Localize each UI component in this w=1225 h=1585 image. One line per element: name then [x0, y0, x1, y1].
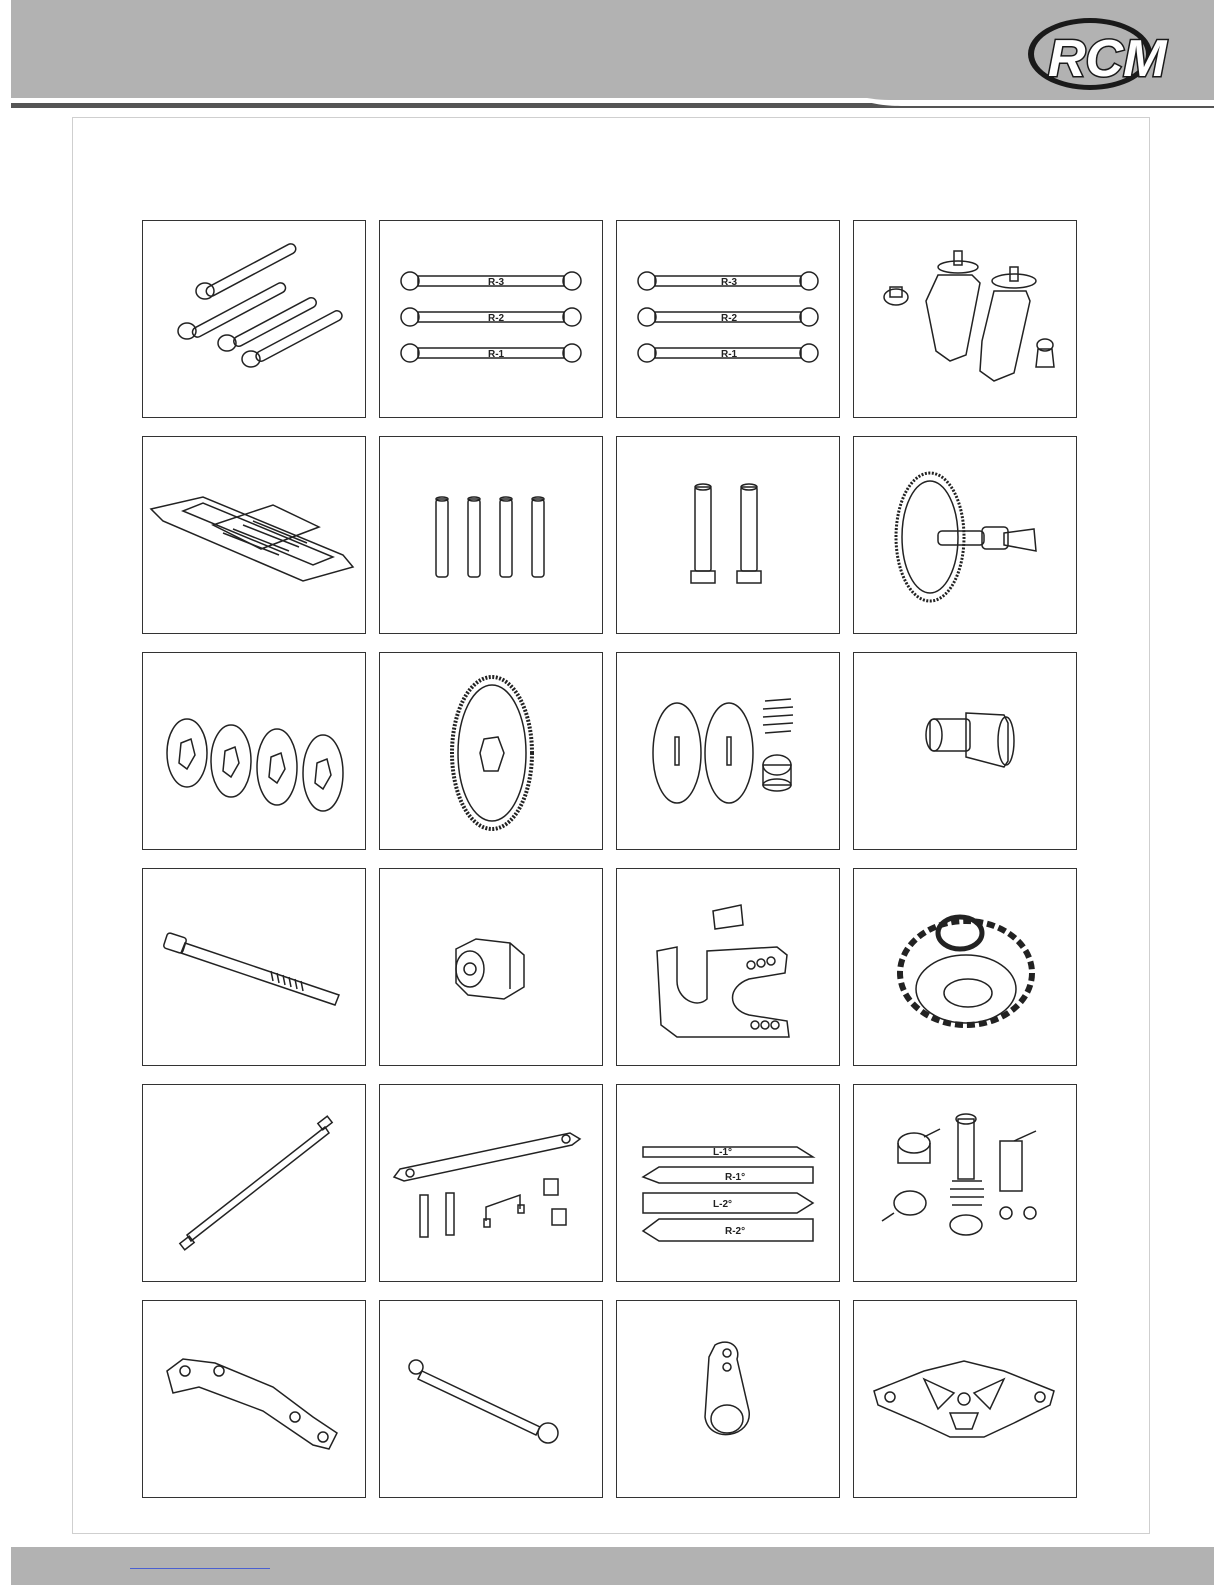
chassis-plate-drawing: [143, 437, 367, 635]
turnbuckle-label: R-2: [721, 313, 738, 324]
part-cell-drive-cup: [853, 652, 1077, 850]
shim-label: L-1°: [713, 1147, 732, 1158]
shim-label: R-1°: [725, 1172, 746, 1183]
turnbuckle-label: R-2: [488, 313, 505, 324]
long-screws-drawing: [143, 221, 367, 419]
motor-mount-set-drawing: [617, 869, 841, 1067]
turnbuckle-label: R-3: [488, 277, 505, 288]
part-cell-hex-hub: [379, 868, 603, 1066]
bulkhead-drawing: [854, 1301, 1078, 1499]
part-cell-slipper-spur-assembly: [853, 436, 1077, 634]
part-cell-front-brace: [142, 1300, 366, 1498]
part-cell-slipper-pads: [142, 652, 366, 850]
wing-mounts-drawing: [854, 221, 1078, 419]
drive-cup-drawing: [854, 653, 1078, 851]
part-cell-long-screws: [142, 220, 366, 418]
part-cell-wing-mounts: [853, 220, 1077, 418]
part-cell-turnbuckles-r: [379, 220, 603, 418]
part-cell-pinion-gear: [853, 868, 1077, 1066]
part-cell-center-driveshaft: [142, 1084, 366, 1282]
slipper-pads-drawing: [143, 653, 367, 851]
pinion-gear-drawing: [854, 869, 1078, 1067]
arm-shims-drawing: [617, 1085, 841, 1283]
posts-four-drawing: [380, 437, 604, 635]
part-cell-steering-link: [379, 1300, 603, 1498]
part-cell-turnbuckles-r-2: [616, 220, 840, 418]
part-cell-hex-posts-two: [616, 436, 840, 634]
spur-gear-drawing: [380, 653, 604, 851]
part-cell-bulkhead: [853, 1300, 1077, 1498]
part-cell-servo-saver-set: [853, 1084, 1077, 1282]
part-cell-chassis-plate: [142, 436, 366, 634]
turnbuckle-label: R-3: [721, 277, 738, 288]
shim-label: R-2°: [725, 1226, 746, 1237]
front-brace-drawing: [143, 1301, 367, 1499]
hex-hub-drawing: [380, 869, 604, 1067]
turnbuckles-r-drawing: [380, 221, 604, 419]
footer-bar: [11, 1547, 1214, 1585]
part-cell-motor-mount-set: [616, 868, 840, 1066]
rcm-logo: [1020, 10, 1185, 92]
servo-saver-set-drawing: [854, 1085, 1078, 1283]
turnbuckles-r-2-drawing: [617, 221, 841, 419]
part-cell-slipper-plates-spring: [616, 652, 840, 850]
shim-label: L-2°: [713, 1199, 732, 1210]
footer-link-underline[interactable]: [130, 1568, 270, 1569]
logo-text: RCM: [1048, 30, 1167, 88]
part-cell-top-shaft: [142, 868, 366, 1066]
brace-set-drawing: [380, 1085, 604, 1283]
slipper-spur-assembly-drawing: [854, 437, 1078, 635]
slipper-plates-spring-drawing: [617, 653, 841, 851]
turnbuckle-label: R-1: [721, 349, 738, 360]
turnbuckle-label: R-1: [488, 349, 505, 360]
part-cell-brace-set: [379, 1084, 603, 1282]
part-cell-servo-horn: [616, 1300, 840, 1498]
part-cell-posts-four: [379, 436, 603, 634]
hex-posts-two-drawing: [617, 437, 841, 635]
part-cell-spur-gear: [379, 652, 603, 850]
top-shaft-drawing: [143, 869, 367, 1067]
servo-horn-drawing: [617, 1301, 841, 1499]
center-driveshaft-drawing: [143, 1085, 367, 1283]
part-cell-arm-shims: [616, 1084, 840, 1282]
steering-link-drawing: [380, 1301, 604, 1499]
